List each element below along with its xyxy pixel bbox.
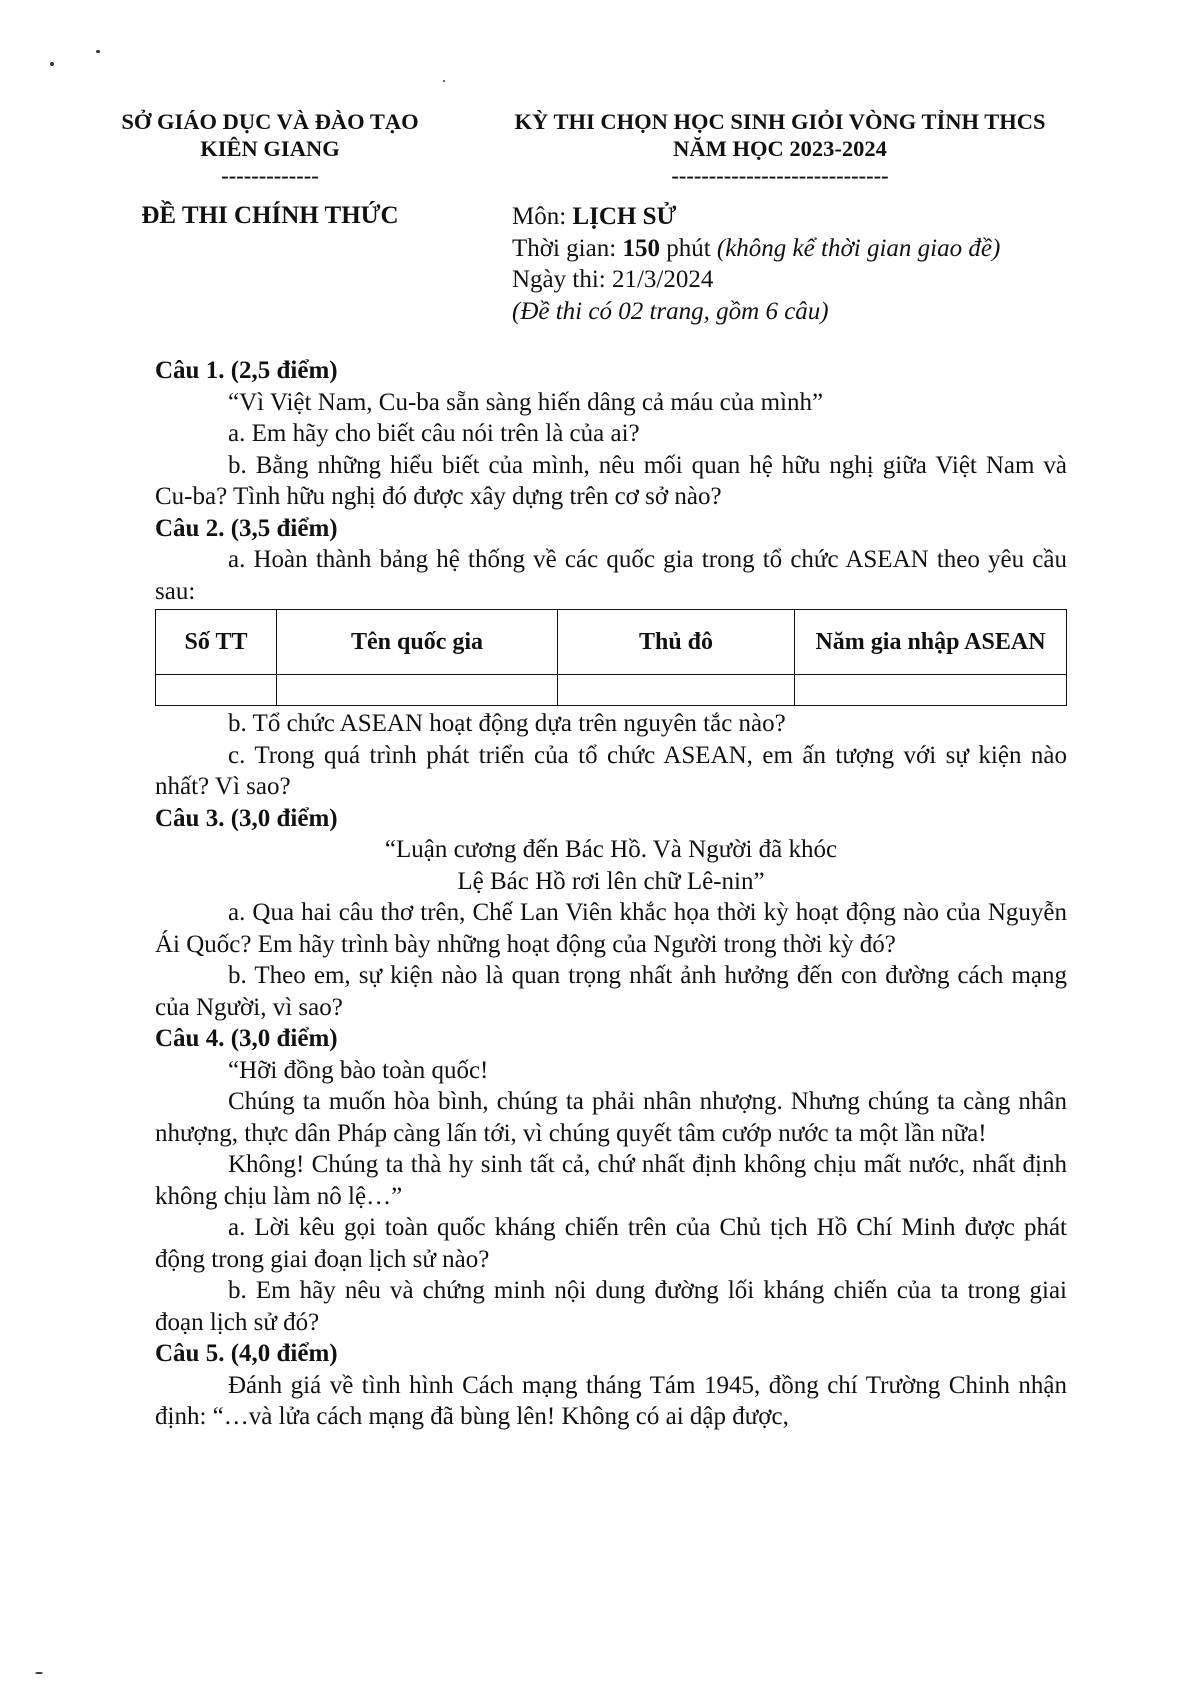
table-cell <box>558 675 795 706</box>
asean-table-header-row <box>156 610 1067 675</box>
question-2-part-a: a. Hoàn thành bảng hệ thống về các quốc gia trong tổ chức ASEAN theo yêu cầu sau: <box>155 546 1067 605</box>
subject-prefix: Môn: <box>512 203 573 230</box>
question-1-part-b: b. Bằng những hiểu biết của mình, nêu mối quan hệ hữu nghị giữa Việt Nam và Cu-ba? Tình hữu nghị đó được xây dựng trên cơ sở nào? <box>155 451 1067 510</box>
question-4-part-b: b. Em hãy nêu và chứng minh nội dung đường lối kháng chiến của ta trong giai đoạn lịch sử đó? <box>155 1277 1067 1336</box>
exam-name: KỲ THI CHỌN HỌC SINH GIỎI VÒNG TỈNH THCS <box>514 109 1046 134</box>
scan-speck <box>50 62 54 66</box>
table-cell <box>795 675 1067 706</box>
table-cell <box>156 675 277 706</box>
scan-speck <box>35 1672 43 1674</box>
question-5-title: Câu 5. (4,0 điểm) <box>155 1340 338 1367</box>
question-4-quote-1: “Hỡi đồng bào toàn quốc! <box>228 1056 489 1084</box>
time-value: 150 <box>622 234 660 262</box>
question-2-part-c: c. Trong quá trình phát triển của tổ chức ASEAN, em ấn tượng với sự kiện nào nhất? Vì sao? <box>155 741 1067 800</box>
header-rule-left: ------------- <box>221 163 319 188</box>
question-5-text: Đánh giá về tình hình Cách mạng tháng Tám 1945, đồng chí Trường Chinh nhận định: “…và lửa cách mạng đã bùng lên! Không có ai dập được, <box>155 1371 1067 1430</box>
question-3-part-b: b. Theo em, sự kiện nào là quan trọng nhất ảnh hưởng đến con đường cách mạng của Người, vì sao? <box>155 962 1067 1021</box>
question-1-quote: “Vì Việt Nam, Cu-ba sẵn sàng hiến dâng cả máu của mình” <box>228 388 824 416</box>
question-4-quote-2: Chúng ta muốn hòa bình, chúng ta phải nhân nhượng. Nhưng chúng ta càng nhân nhượng, thực dân Pháp càng lấn tới, vì chúng quyết tâm cướp nước ta một lần nữa! <box>155 1088 1067 1147</box>
col-header-join-year: Năm gia nhập ASEAN <box>795 610 1067 675</box>
exam-meta <box>512 201 1132 327</box>
question-4-title: Câu 4. (3,0 điểm) <box>155 1025 338 1052</box>
subject-name: LỊCH SỬ <box>572 203 677 230</box>
time-prefix: Thời gian: <box>512 234 623 262</box>
province-name: KIÊN GIANG <box>200 136 340 161</box>
poem-line-2: Lệ Bác Hồ rơi lên chữ Lê-nin” <box>457 867 765 895</box>
time-line <box>512 233 1132 265</box>
exam-content <box>155 355 1067 1433</box>
asean-table-empty-row <box>156 675 1067 706</box>
time-note: (không kể thời gian giao đề) <box>716 234 1001 262</box>
exam-header <box>470 108 1090 189</box>
exam-date: Ngày thi: 21/3/2024 <box>512 266 714 293</box>
time-unit: phút <box>659 234 717 262</box>
department-name: SỞ GIÁO DỤC VÀ ĐÀO TẠO <box>121 109 419 134</box>
scan-speck <box>96 50 100 53</box>
question-1-title: Câu 1. (2,5 điểm) <box>155 357 338 384</box>
question-3-part-a: a. Qua hai câu thơ trên, Chế Lan Viên khắc họa thời kỳ hoạt động nào của Nguyễn Ái Quốc? Em hãy trình bày những hoạt động của Người trong thời kỳ đó? <box>155 899 1067 958</box>
question-4-part-a: a. Lời kêu gọi toàn quốc kháng chiến trên của Chủ tịch Hồ Chí Minh được phát động trong giai đoạn lịch sử nào? <box>155 1214 1067 1273</box>
col-header-order: Số TT <box>156 610 277 675</box>
question-3-title: Câu 3. (3,0 điểm) <box>155 804 338 832</box>
scan-speck <box>443 80 445 82</box>
question-2-title: Câu 2. (3,5 điểm) <box>155 514 338 542</box>
official-exam-label: ĐỀ THI CHÍNH THỨC <box>141 202 399 229</box>
poem-line-1: “Luận cương đến Bác Hồ. Và Người đã khóc <box>384 836 838 863</box>
school-year: NĂM HỌC 2023-2024 <box>673 136 887 161</box>
col-header-capital: Thủ đô <box>558 610 795 675</box>
subject-line <box>512 201 1132 233</box>
question-4-quote-3: Không! Chúng ta thà hy sinh tất cả, chứ nhất định không chịu mất nước, nhất định không chịu làm nô lệ…” <box>155 1151 1067 1210</box>
department-header <box>100 108 440 189</box>
asean-table <box>155 609 1067 706</box>
question-2-part-b: b. Tổ chức ASEAN hoạt động dựa trên nguyên tắc nào? <box>228 710 786 737</box>
col-header-country: Tên quốc gia <box>277 610 558 675</box>
table-cell <box>277 675 558 706</box>
pages-note: (Đề thi có 02 trang, gồm 6 câu) <box>512 297 829 325</box>
question-1-part-a: a. Em hãy cho biết câu nói trên là của ai? <box>228 420 640 447</box>
header-rule-right: ----------------------------- <box>671 163 889 188</box>
